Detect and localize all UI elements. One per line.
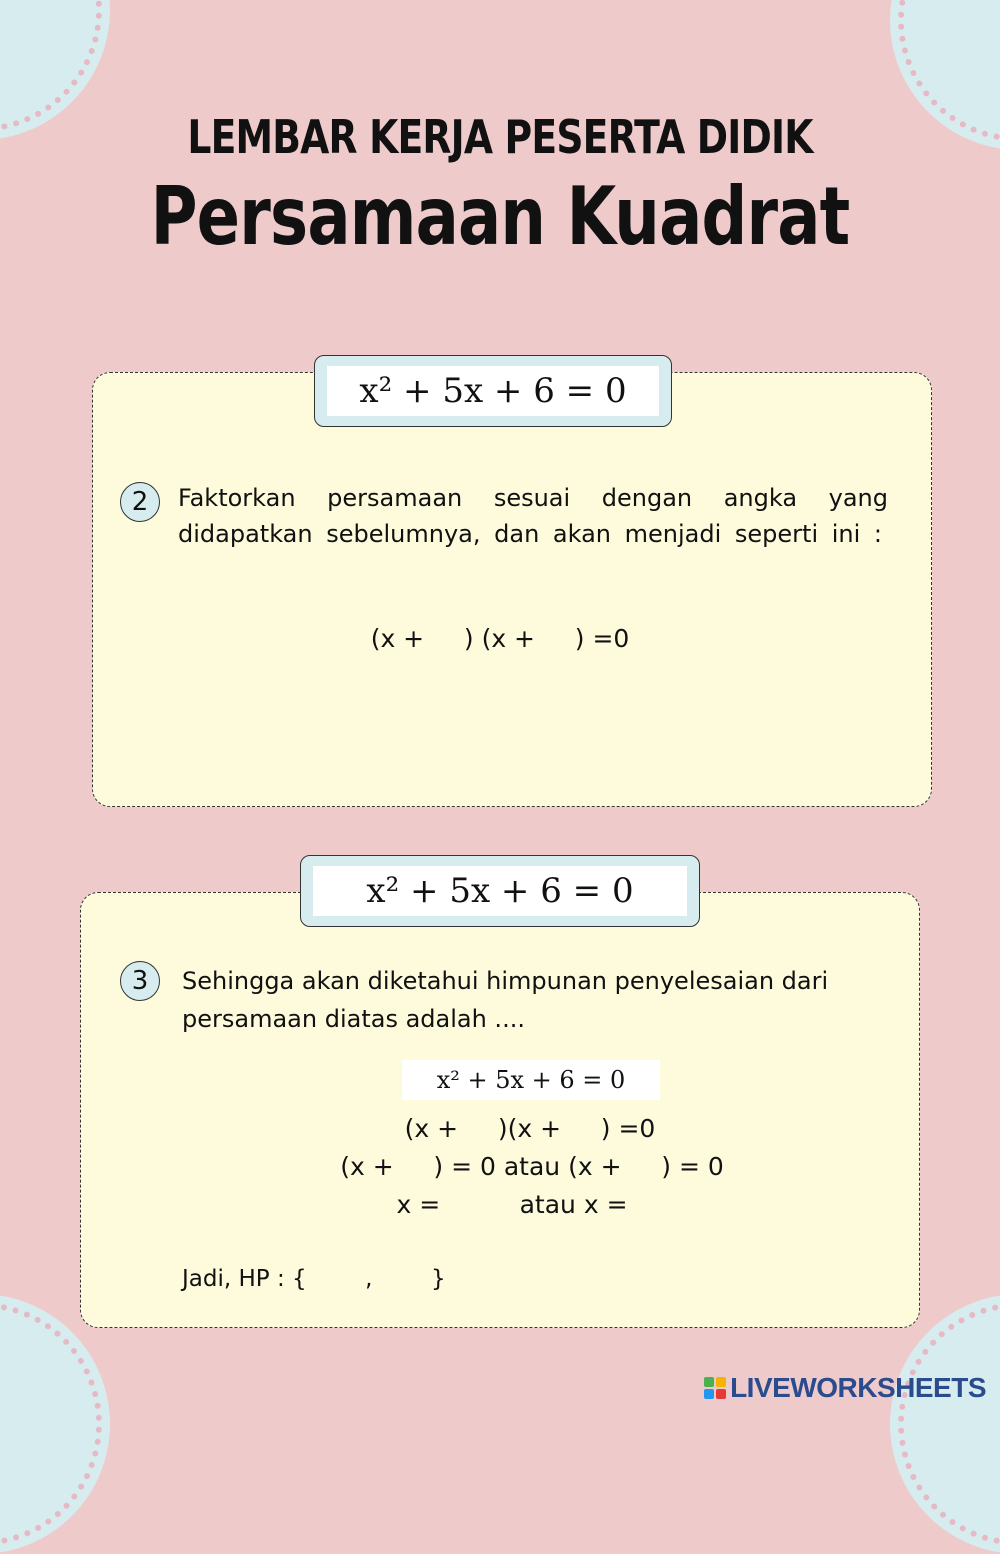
logo-text: LIVEWORKSHEETS <box>730 1372 986 1403</box>
section-2-card <box>92 372 932 807</box>
page-subtitle: Persamaan Kuadrat <box>150 170 850 263</box>
section-3-equation: x² + 5x + 6 = 0 <box>313 866 687 916</box>
factor-line: (x + )(x + ) =0 <box>404 1114 656 1143</box>
section-3-equation-tab <box>300 855 700 927</box>
solution-set-line: Jadi, HP : { , } <box>182 1266 446 1292</box>
roots-equation-line: (x + ) = 0 atau (x + ) = 0 <box>340 1152 724 1181</box>
section-3-card <box>80 892 920 1328</box>
step-number-3: 3 <box>120 961 160 1001</box>
step-number-2: 2 <box>120 482 160 522</box>
logo-mark-icon <box>704 1377 726 1399</box>
corner-decoration <box>0 1294 110 1554</box>
section-2-equation: x² + 5x + 6 = 0 <box>327 366 659 416</box>
liveworksheets-logo <box>704 1372 986 1404</box>
factor-template: (x + ) (x + ) =0 <box>370 624 630 653</box>
roots-value-line: x = atau x = <box>396 1190 628 1219</box>
section-2-instruction: Faktorkan persamaan sesuai dengan angka yang didapatkan sebelumnya, dan akan menjadi seperti ini : <box>178 484 888 548</box>
section-3-equation-small: x² + 5x + 6 = 0 <box>402 1060 660 1100</box>
section-3-instruction: Sehingga akan diketahui himpunan penyelesaian dari persamaan diatas adalah .... <box>182 967 829 1033</box>
section-2-equation-tab <box>314 355 672 427</box>
corner-decoration <box>890 1294 1000 1554</box>
page-title: LEMBAR KERJA PESERTA DIDIK <box>187 110 813 164</box>
